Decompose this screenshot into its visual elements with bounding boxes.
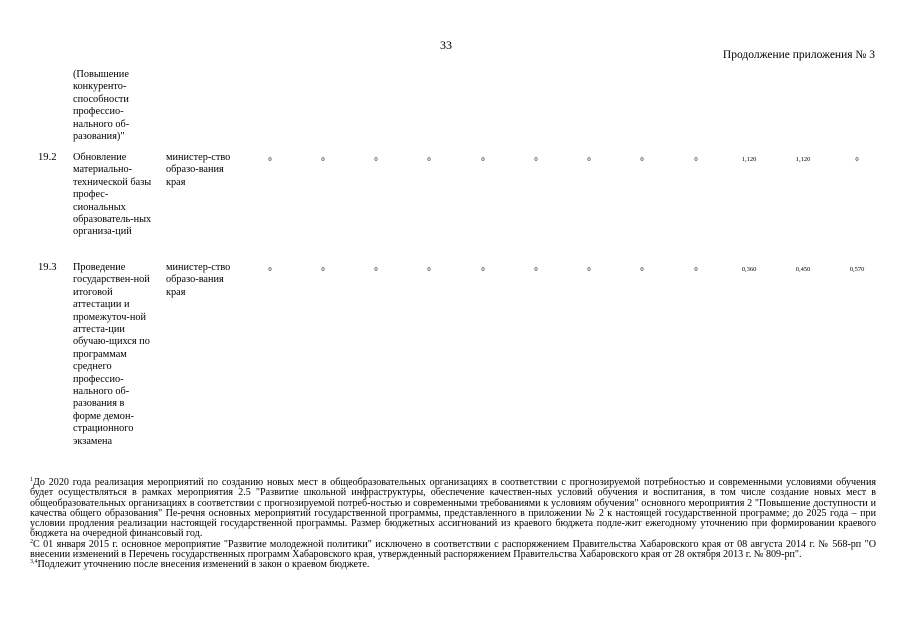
- value-cell: 0: [534, 266, 538, 273]
- footnote: [30, 560, 876, 570]
- value-cell: 0: [640, 156, 644, 163]
- value-cell: 1,120: [741, 156, 757, 163]
- value-cell: 0: [694, 266, 698, 273]
- value-cell: 0: [481, 266, 485, 273]
- value-cell: 0: [374, 156, 378, 163]
- value-cell: 0: [321, 266, 325, 273]
- appendix-label: Продолжение приложения № 3: [722, 49, 875, 61]
- value-cell: 0: [427, 266, 431, 273]
- value-cell: 0: [855, 156, 859, 163]
- value-cell: 0,570: [849, 266, 865, 273]
- footnote: [30, 478, 876, 540]
- value-cell: 1,120: [795, 156, 811, 163]
- row-name: Обновление материально-технической базы профес-сиональных образователь-ных организа-ций: [73, 152, 152, 238]
- row-executor: министер-ство образо-вания края: [166, 152, 231, 188]
- value-cell: 0: [587, 156, 591, 163]
- row-name: Проведение государствен-ной итоговой аттестации и промежуточ-ной аттеста-ции обучаю-щихся по программам среднего профессио-нального об-разования в форме демон-страционного экзамена: [73, 262, 150, 447]
- footnote-text: До 2020 года реализация мероприятий по созданию новых мест в общеобразовательных организациях в соответствии с прогнозируемой потребностью и современными условиями обучения будет осуществляться в рамках мероприятия 2.5 "Развитие школьной инфраструктуры, обеспечение качествен-ных условий обучения и воспитания, в том числе создание новых мест в общеобразовательных организациях в соответствии с прогнозируемой потреб-ностью и современными требованиями к условиям обучения" основного мероприятия 2 "Повышение доступности и качества общего образования" Пе-речня основных мероприятий государственной программы, представленного в приложении № 2 к настоящей государственной программе; до 2025 года – при условии продления реализации настоящей государственной программы. Размер бюджетных ассигнований из краевого бюджета подле-жит ежегодному уточнению при формировании краевого бюджета на очередной финансовый год.: [30, 477, 876, 540]
- continued-text: (Повышение конкуренто-способности профессио-нального об-разования)": [73, 69, 130, 143]
- footnote-text: С 01 января 2015 г. основное мероприятие "Развитие молодежной политики" исключено в соответствии с распоряжением Правительства Хабаровского края от 08 августа 2014 г. № 568-рп "О внесении изменений в Перечень государственных программ Хабаровского края, утвержденный распоряжением Правительства Хабаровского края от 28 октября 2013 г. № 809-рп".: [30, 538, 876, 561]
- value-cell: 0: [427, 156, 431, 163]
- row-executor: министер-ство образо-вания края: [166, 262, 231, 298]
- value-cell: 0,360: [741, 266, 757, 273]
- value-cell: 0: [534, 156, 538, 163]
- value-cell: 0: [268, 156, 272, 163]
- footnote: [30, 540, 876, 561]
- footnote-mark: 3,4: [30, 559, 38, 566]
- value-cell: 0: [374, 266, 378, 273]
- value-cell: 0: [587, 266, 591, 273]
- value-cell: 0,450: [795, 266, 811, 273]
- footnotes: [30, 478, 876, 571]
- footnote-text: Подлежит уточнению после внесения изменений в закон о краевом бюджете.: [37, 559, 370, 571]
- footnote-mark: 1: [30, 477, 33, 483]
- value-cell: 0: [640, 266, 644, 273]
- row-number: 19.3: [38, 262, 57, 273]
- row-number: 19.2: [38, 152, 57, 163]
- value-cell: 0: [694, 156, 698, 163]
- value-cell: 0: [481, 156, 485, 163]
- value-cell: 0: [321, 156, 325, 163]
- page-number: 33: [440, 38, 452, 52]
- footnote-mark: 2: [30, 538, 33, 545]
- value-cell: 0: [268, 266, 272, 273]
